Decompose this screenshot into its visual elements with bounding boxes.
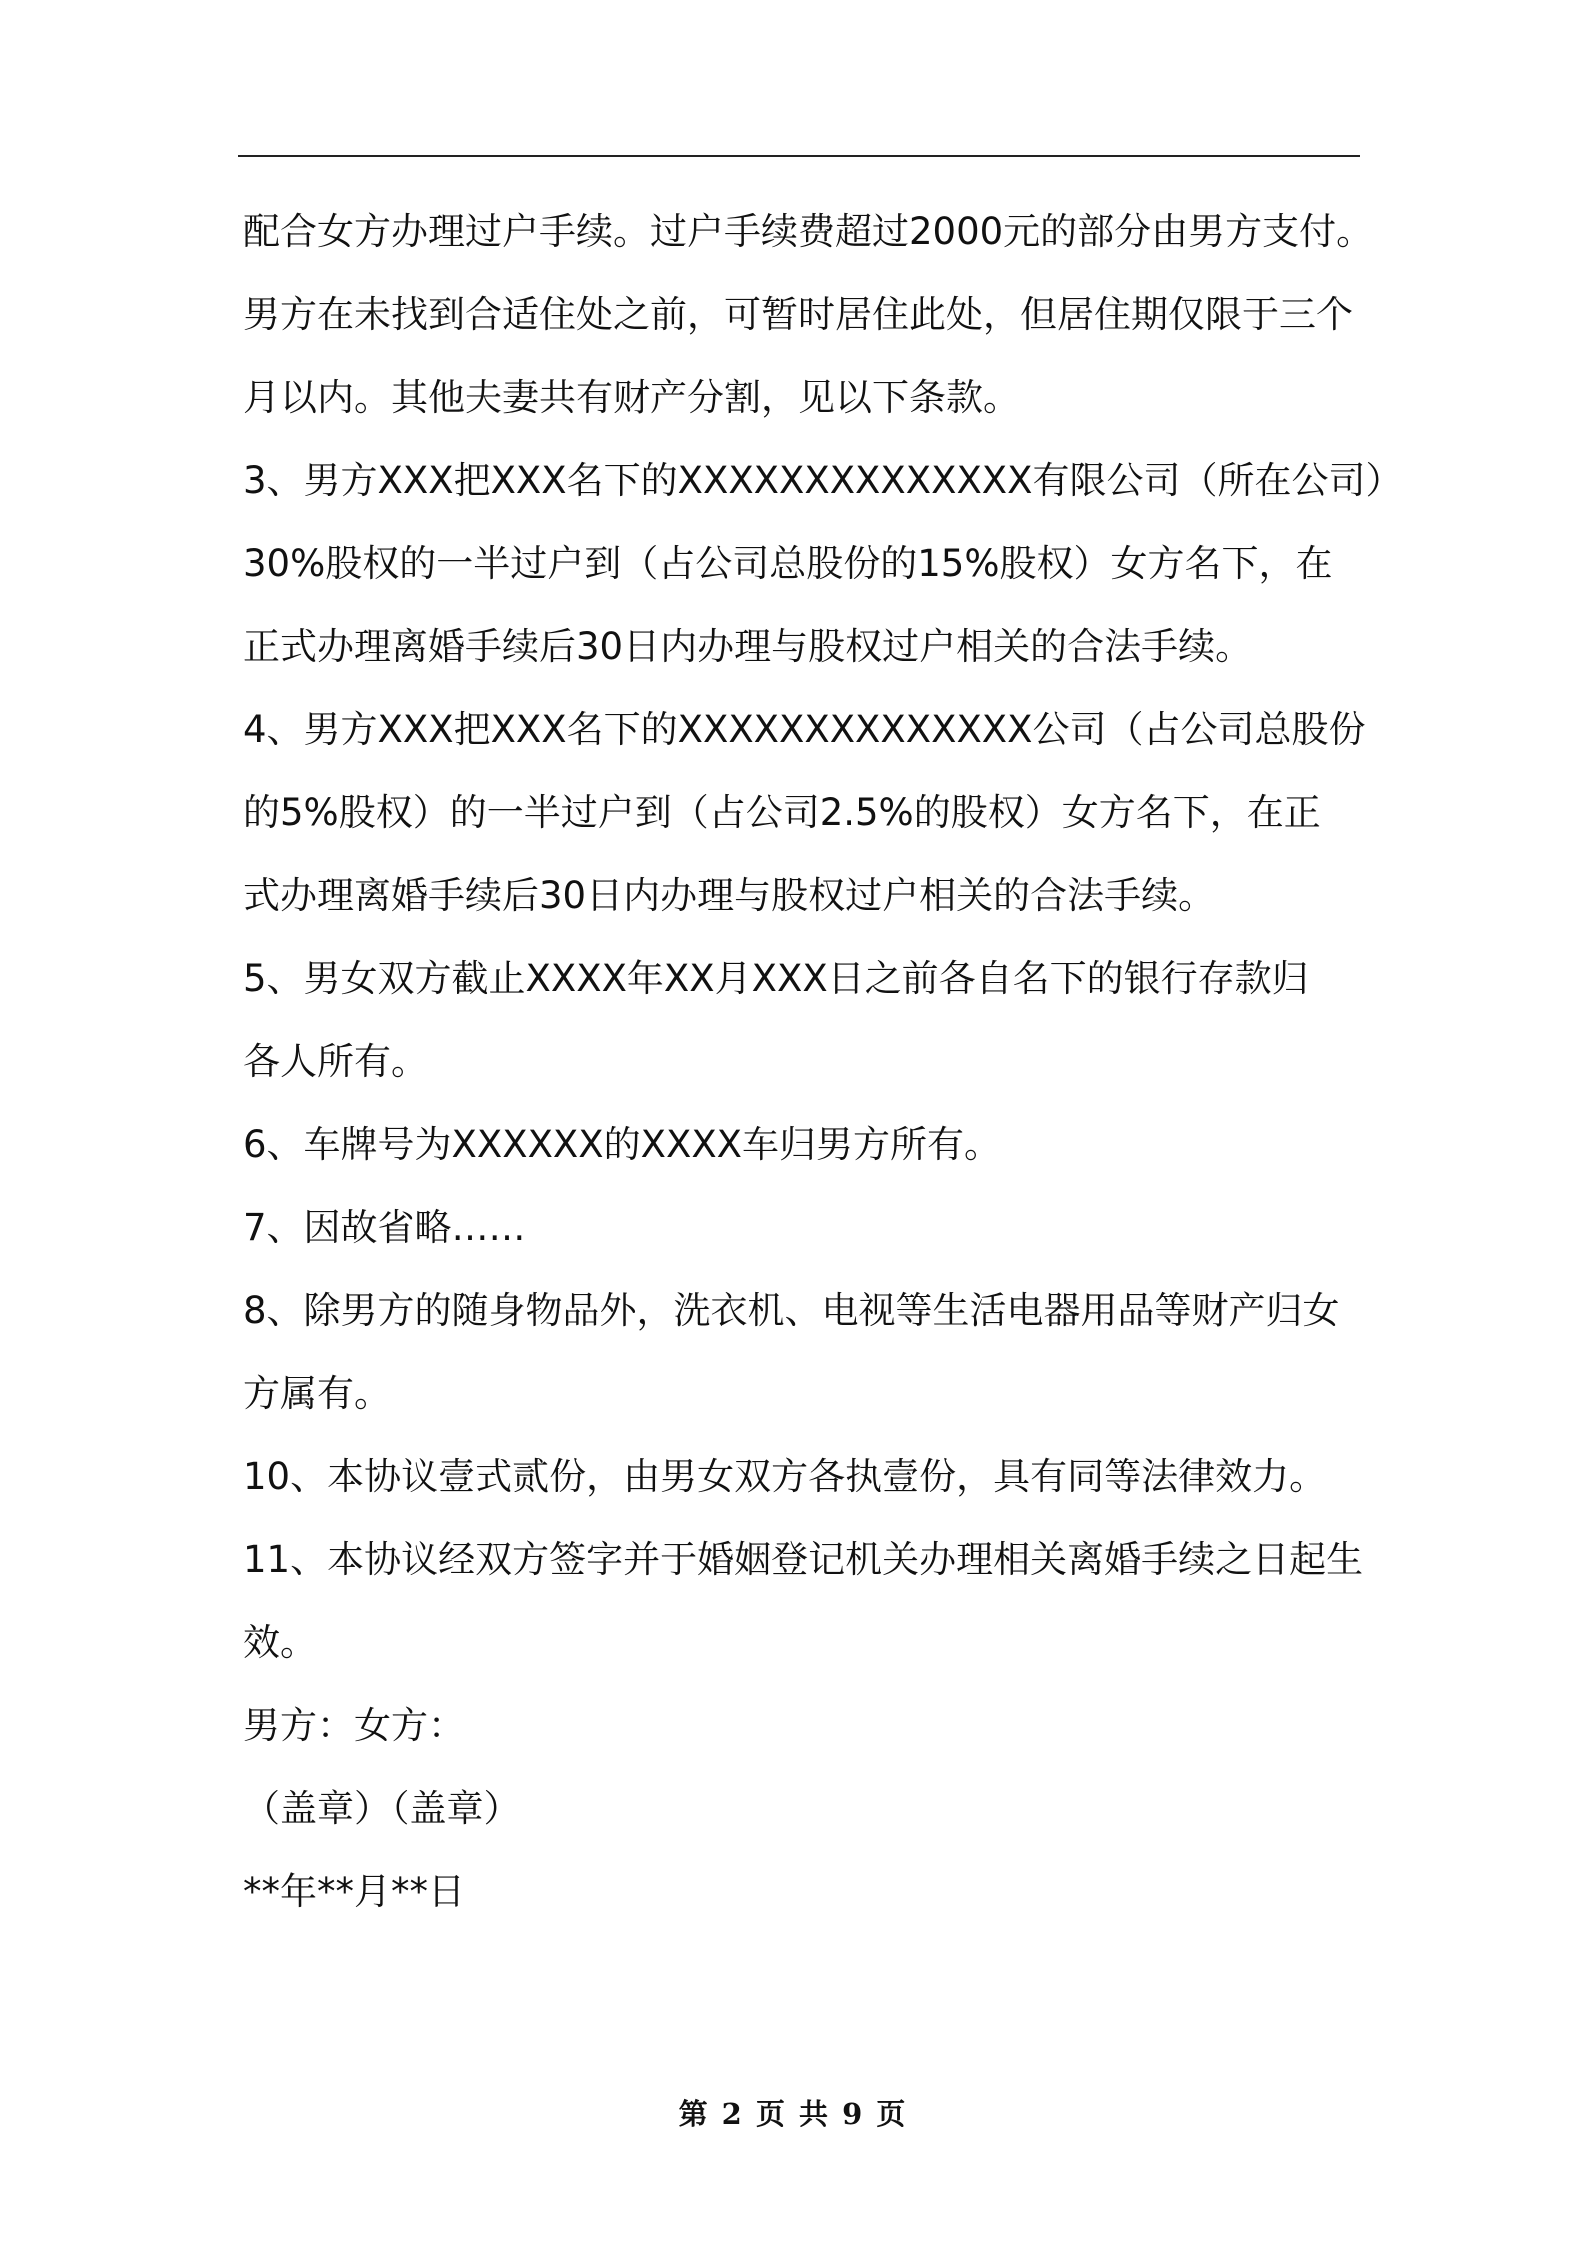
page-number-footer: 第 2 页 共 9 页 xyxy=(678,2097,908,2131)
clause-4-line: 式办理离婚手续后30日内办理与股权过户相关的合法手续。 xyxy=(243,874,1216,917)
clause-11-line: 效。 xyxy=(243,1621,317,1664)
text-line: 月以内。其他夫妻共有财产分割，见以下条款。 xyxy=(243,376,1020,419)
clause-3-line: 3、男方XXX把XXX名下的XXXXXXXXXXXXXX有限公司（所在公司） xyxy=(243,459,1403,502)
clause-3-line: 30%股权的一半过户到（占公司总股份的15%股权）女方名下，在 xyxy=(243,542,1333,585)
clause-5-line: 各人所有。 xyxy=(243,1040,428,1083)
signature-date: **年**月**日 xyxy=(243,1870,465,1913)
clause-7-line: 7、因故省略…… xyxy=(243,1206,526,1249)
document-body xyxy=(243,190,1403,1933)
clause-4-line: 4、男方XXX把XXX名下的XXXXXXXXXXXXXX公司（占公司总股份 xyxy=(243,708,1366,751)
text-line: 配合女方办理过户手续。过户手续费超过2000元的部分由男方支付。 xyxy=(243,210,1374,253)
clause-5-line: 5、男女双方截止XXXX年XX月XXX日之前各自名下的银行存款归 xyxy=(243,957,1309,1000)
signature-seals: （盖章）（盖章） xyxy=(243,1787,521,1830)
clause-4-line: 的5%股权）的一半过户到（占公司2.5%的股权）女方名下，在正 xyxy=(243,791,1321,834)
header-rule xyxy=(238,155,1360,157)
clause-6-line: 6、车牌号为XXXXXX的XXXX车归男方所有。 xyxy=(243,1123,1002,1166)
clause-3-line: 正式办理离婚手续后30日内办理与股权过户相关的合法手续。 xyxy=(243,625,1253,668)
clause-10-line: 10、本协议壹式贰份，由男女双方各执壹份，具有同等法律效力。 xyxy=(243,1455,1327,1498)
clause-8-line: 方属有。 xyxy=(243,1372,391,1415)
signature-parties: 男方：女方： xyxy=(243,1704,465,1747)
clause-11-line: 11、本协议经双方签字并于婚姻登记机关办理相关离婚手续之日起生 xyxy=(243,1538,1364,1581)
text-line: 男方在未找到合适住处之前，可暂时居住此处，但居住期仅限于三个 xyxy=(243,293,1353,336)
clause-8-line: 8、除男方的随身物品外，洗衣机、电视等生活电器用品等财产归女 xyxy=(243,1289,1340,1332)
